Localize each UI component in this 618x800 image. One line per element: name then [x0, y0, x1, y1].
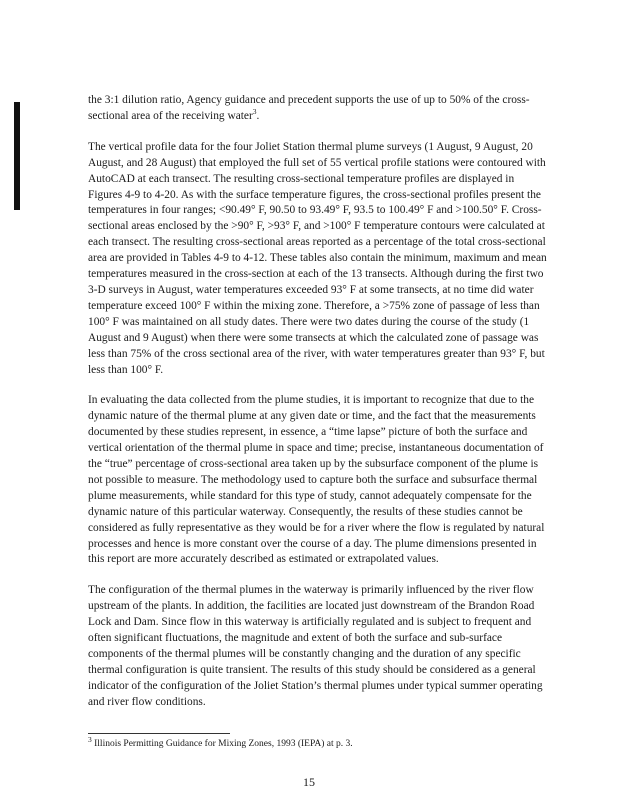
page-body [88, 93, 548, 711]
footnote-text: Illinois Permitting Guidance for Mixing Zones, 1993 (IEPA) at p. 3. [94, 739, 353, 749]
paragraph-dilution-ratio [88, 93, 548, 125]
paragraph-text: the 3:1 dilution ratio, Agency guidance and precedent supports the use of up to 50% of the cross-sectional area of the receiving water [88, 94, 530, 122]
footnote-separator [88, 733, 230, 734]
paragraph-tail: . [256, 109, 260, 122]
paragraph-vertical-profile: The vertical profile data for the four Joliet Station thermal plume surveys (1 August, 9 August, 20 August, and 28 August) that employed the full set of 55 vertical profile stations were contoured with AutoCAD at each transect. The resulting cross-sectional temperature profiles are displayed in Figures 4-9 to 4-20. As with the surface temperature figures, the cross-sectional profiles present the temperatures in four ranges; <90.49° F, 90.50 to 93.49° F, 93.5 to 100.49° F and >100.50° F. Cross-sectional areas enclosed by the >90° F, >93° F, and >100° F temperature contours were calculated at each transect. The resulting cross-sectional areas reported as a percentage of the total cross-sectional area are provided in Tables 4-9 to 4-12. These tables also contain the minimum, maximum and mean temperatures measured in the cross-section at each of the 13 transects. Although during the first two 3-D surveys in August, water temperatures exceeded 93° F at some transects, at no time did water temperature exceed 100° F within the mixing zone. Therefore, a >75% zone of passage of less than 100° F was maintained on all study dates. There were two dates during the course of the study (1 August and 9 August) when there were some transects at which the calculated zone of passage was less than 75% of the cross sectional area of the river, with water temperatures greater than 93° F, but less than 100° F. [88, 140, 547, 376]
paragraph-evaluating-data: In evaluating the data collected from the plume studies, it is important to recognize that due to the dynamic nature of the thermal plume at any given date or time, and the fact that the measurements documented by these studies represent, in essence, a “time lapse” picture of both the surface and vertical orientation of the thermal plume in space and time; precise, instantaneous documentation of the “true” percentage of cross-sectional area taken up by the subsurface component of the plume is not possible to measure. The methodology used to capture both the surface and subsurface thermal plume measurements, while standard for this type of study, cannot adequately compensate for the dynamic nature of this particular waterway. Consequently, the results of these studies cannot be considered as fully representative as they would be for a river where the flow is regulated by natural processes and hence is more constant over the course of a day. The plume dimensions presented in this report are more accurately described as estimated or extrapolated values. [88, 394, 545, 566]
page-number: 15 [303, 775, 315, 789]
paragraph-plume-configuration: The configuration of the thermal plumes in the waterway is primarily influenced by the river flow upstream of the plants. In addition, the facilities are located just downstream of the Brandon Road Lock and Dam. Since flow in this waterway is artificially regulated and is subject to frequent and often significant fluctuations, the magnitude and extent of both the surface and sub-surface components of the thermal plumes will be constantly changing and the duration of any specific thermal configuration is quite transient. The results of this study should be considered as a general indicator of the configuration of the Joliet Station’s thermal plumes under typical summer operating and river flow conditions. [88, 584, 543, 708]
footnote-marker: 3 [88, 734, 92, 744]
revision-change-bar [14, 102, 20, 210]
footnote-reference[interactable]: 3 [252, 107, 257, 117]
footnote [88, 734, 548, 750]
